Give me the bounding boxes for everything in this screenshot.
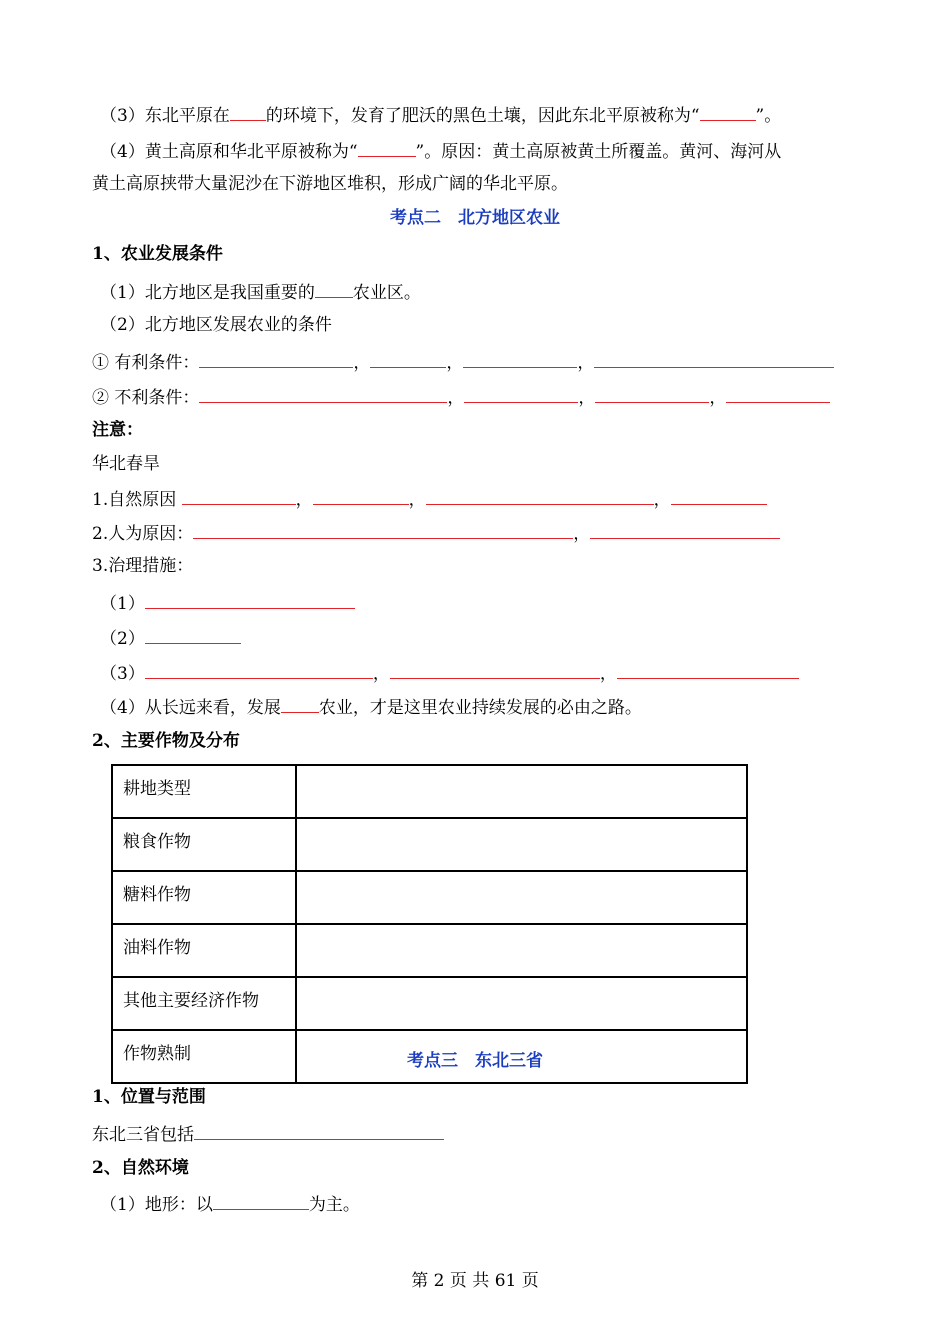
table-row [112,977,747,1030]
paragraph: （1）地形：以 为主。 [100,1191,870,1216]
line-3: （3）东北平原在 的环境下，发育了肥沃的黑色土壤，因此东北平原被称为“ ”。 [100,102,870,127]
section-title: 考点三 东北三省 [407,1051,543,1071]
blank[interactable] [463,349,577,368]
paragraph: （1）北方地区是我国重要的 农业区。 [100,279,870,304]
line-4b: 黄土高原挟带大量泥沙在下游地区堆积，形成广阔的华北平原。 [92,174,568,194]
blank[interactable] [671,486,767,505]
blank[interactable] [315,279,353,298]
blank[interactable] [182,486,296,505]
heading: 2、主要作物及分布 [92,731,240,751]
blank[interactable] [194,1121,444,1140]
answer-cell[interactable] [296,871,747,924]
drought-title: 华北春旱 [92,454,160,474]
row-label: 粮食作物 [112,818,296,871]
blank[interactable] [370,349,446,368]
measures-title: 3.治理措施： [92,556,194,576]
blank[interactable] [145,660,373,679]
paragraph: （2）北方地区发展农业的条件 [100,315,332,335]
row-label: 油料作物 [112,924,296,977]
favorable-conditions: ① 有利条件： ， ， ， [92,349,862,374]
answer-cell[interactable] [296,818,747,871]
blank[interactable] [700,102,756,121]
blank[interactable] [595,384,709,403]
blank[interactable] [426,486,654,505]
heading: 2、自然环境 [92,1158,189,1178]
blank[interactable] [199,384,447,403]
blank[interactable] [390,660,600,679]
table-row [112,765,747,818]
crops-table [111,764,748,1084]
blank[interactable] [213,1191,309,1210]
blank[interactable] [726,384,830,403]
measure-4: （4）从长远来看，发展 农业，才是这里农业持续发展的必由之路。 [100,694,870,719]
blank[interactable] [199,349,353,368]
paragraph: 东北三省包括 [92,1121,862,1146]
blank[interactable] [230,102,266,121]
blank[interactable] [617,660,799,679]
table-row [112,924,747,977]
blank[interactable] [594,349,834,368]
measure-1: （1） [100,590,870,615]
blank[interactable] [590,520,780,539]
section-title: 考点二 北方地区农业 [390,208,560,228]
table-row [112,871,747,924]
heading: 1、农业发展条件 [92,244,223,264]
human-causes: 2.人为原因： ， [92,520,862,545]
table-row [112,818,747,871]
blank[interactable] [145,590,355,609]
answer-cell[interactable] [296,924,747,977]
blank[interactable] [193,520,573,539]
measure-2: （2） [100,625,870,650]
row-label: 耕地类型 [112,765,296,818]
blank[interactable] [281,694,319,713]
page-footer: 第 2 页 共 61 页 [411,1271,539,1291]
measure-3: （3） ， ， [100,660,870,685]
row-label: 其他主要经济作物 [112,977,296,1030]
row-label: 糖料作物 [112,871,296,924]
line-4: （4）黄土高原和华北平原被称为“ ”。原因：黄土高原被黄土所覆盖。黄河、海河从 [100,138,870,163]
blank[interactable] [145,625,241,644]
blank[interactable] [313,486,409,505]
unfavorable-conditions: ② 不利条件： ， ， ， [92,384,862,409]
answer-cell[interactable] [296,765,747,818]
heading: 1、位置与范围 [92,1087,206,1107]
blank[interactable] [358,138,416,157]
row-label: 作物熟制 [112,1030,296,1083]
natural-causes: 1.自然原因 ， ， ， [92,486,862,511]
blank[interactable] [464,384,578,403]
note-label: 注意： [92,420,143,440]
answer-cell[interactable] [296,977,747,1030]
